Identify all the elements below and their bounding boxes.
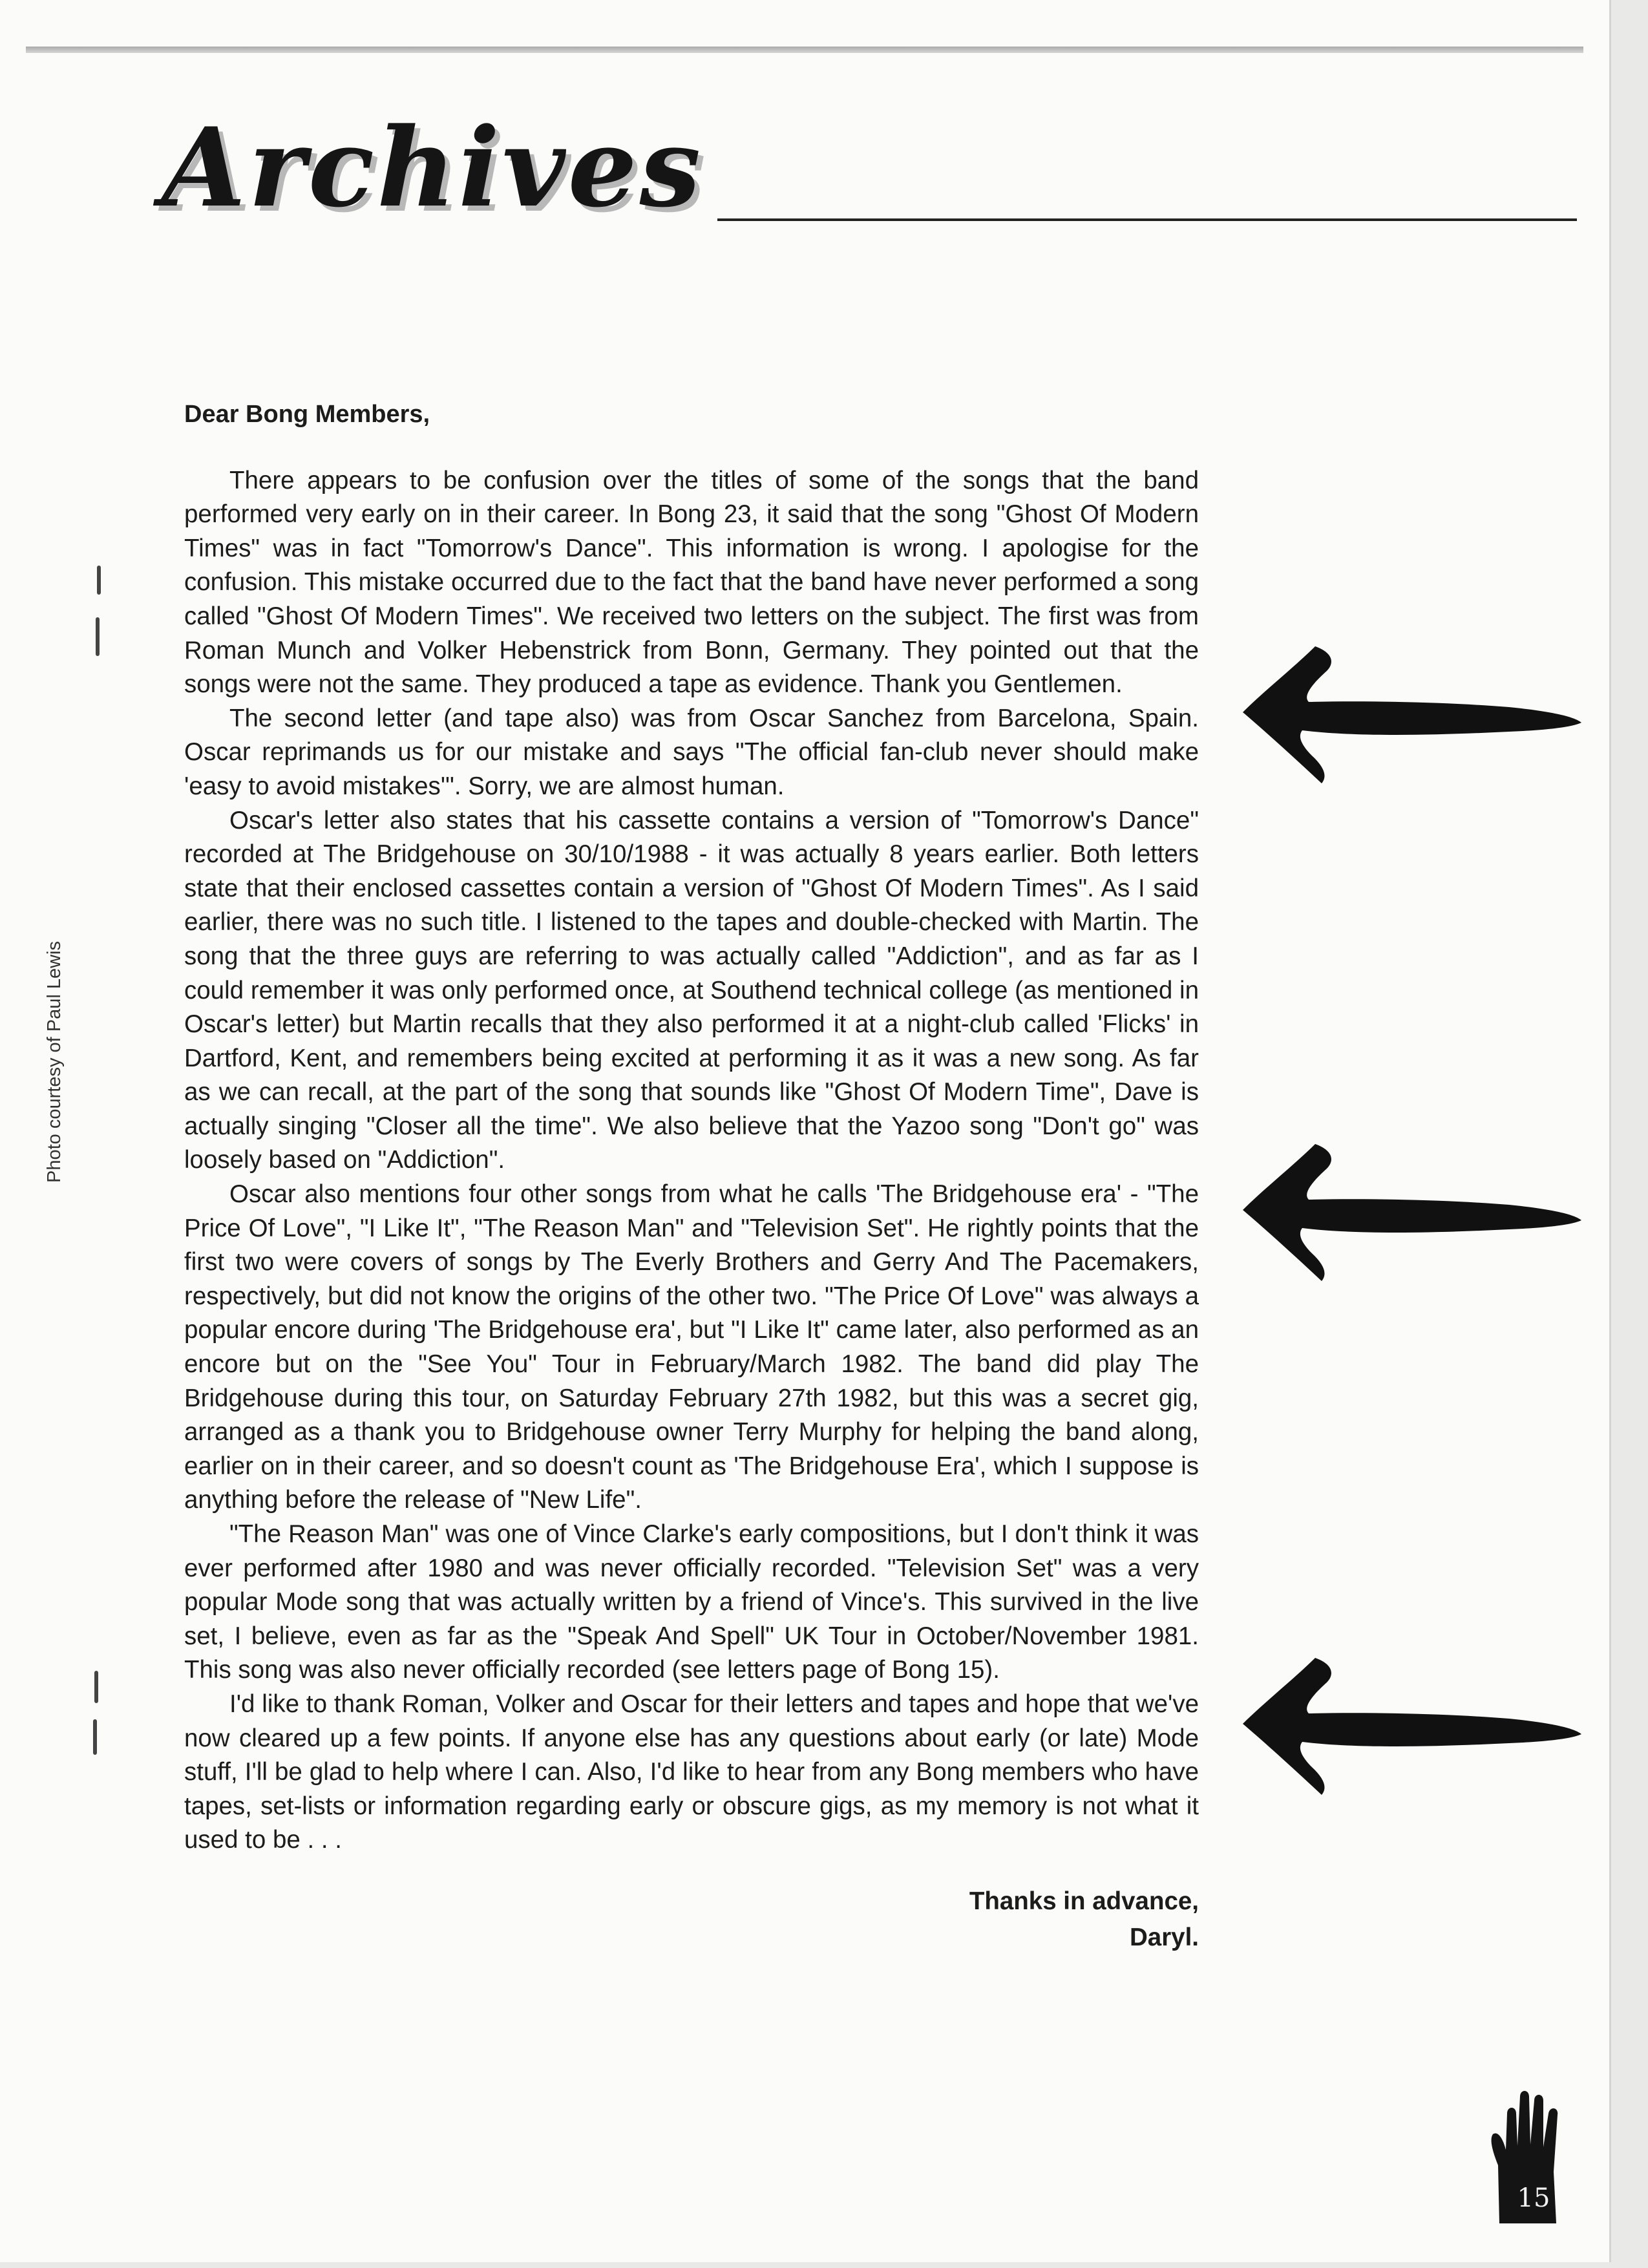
page-number: 15 bbox=[1517, 2183, 1550, 2213]
letter-paragraph: Oscar also mentions four other songs from what he calls 'The Bridgehouse era' - "The Price Of Love", "I Like It", "The Reason Man" and "Television Set". He rightly points that the first two were covers of songs by The Everly Brothers and Gerry And The Pacemakers, respectively, but did not know the origins of the other two. "The Price Of Love" was always a popular encore during 'The Bridgehouse era', but "I Like It" came later, also performed as an encore but on the "See You" Tour in February/March 1982. The band did play The Bridgehouse during this tour, on Saturday February 27th 1982, but this was a secret gig, arranged as a thank you to Bridgehouse owner Terry Murphy for helping the band along, earlier on in their career, and so doesn't count as 'The Bridgehouse Era', which I suppose is anything before the release of "New Life". bbox=[184, 1180, 1199, 1514]
signature: Daryl. bbox=[1129, 1923, 1199, 1951]
binding-mark bbox=[96, 617, 100, 656]
salutation: Dear Bong Members, bbox=[184, 401, 430, 428]
letter-paragraph: Oscar's letter also states that his cassette contains a version of "Tomorrow's Dance" recorded at The Bridgehouse on 30/10/1988 - it was actually 8 years earlier. Both letters state that their enclosed cassettes contain a version of "Ghost Of Modern Times". As I said earlier, there was no such title. I listened to the tapes and double-checked with Martin. The song that the three guys are referring to was actually called "Addiction", and as far as I could remember it was only performed once, at Southend technical college (as mentioned in Oscar's letter) but Martin recalls that they also performed it at a night-club called 'Flicks' in Dartford, Kent, and remembers being excited at performing it as it was a new song. As far as we can recall, at the part of the song that sounds like "Ghost Of Modern Time", Dave is actually singing "Closer all the time". We also believe that the Yazoo song "Don't go" was loosely based on "Addiction". bbox=[184, 806, 1199, 1174]
left-arrow-brush-icon bbox=[1238, 1138, 1587, 1286]
sign-off bbox=[184, 1883, 1199, 1956]
letter-body bbox=[184, 397, 1199, 1956]
binding-mark bbox=[94, 1671, 98, 1703]
closing-line: Thanks in advance, bbox=[969, 1887, 1199, 1915]
binding-mark bbox=[97, 566, 101, 595]
left-arrow-brush-icon bbox=[1238, 1651, 1587, 1800]
section-title: Archives bbox=[162, 103, 704, 231]
left-arrow-brush-icon bbox=[1238, 640, 1587, 789]
title-rule bbox=[717, 218, 1577, 221]
letter-paragraph: The second letter (and tape also) was from Oscar Sanchez from Barcelona, Spain. Oscar reprimands us for our mistake and says "The official fan-club never should make 'easy to avoid mistakes'". Sorry, we are almost human. bbox=[184, 704, 1199, 800]
binding-mark bbox=[93, 1719, 97, 1755]
letter-paragraph: There appears to be confusion over the titles of some of the songs that the band performed very early on in their career. In Bong 23, it said that the song "Ghost Of Modern Times" was in fact "Tomorrow's Dance". This information is wrong. I apologise for the confusion. This mistake occurred due to the fact that the band have never performed a song called "Ghost Of Modern Times". We received two letters on the subject. The first was from Roman Munch and Volker Hebenstrick from Bonn, Germany. They pointed out that the songs were not the same. They produced a tape as evidence. Thank you Gentlemen. bbox=[184, 466, 1199, 699]
photo-credit: Photo courtesy of Paul Lewis bbox=[44, 941, 65, 1183]
letter-paragraph: "The Reason Man" was one of Vince Clarke's early compositions, but I don't think it was ever performed after 1980 and was never officially recorded. "Television Set" was a very popular Mode song that was actually written by a friend of Vince's. This survived in the live set, I believe, even as far as the "Speak And Spell" UK Tour in October/November 1981. This song was also never officially recorded (see letters page of Bong 15). bbox=[184, 1520, 1199, 1684]
top-rule bbox=[26, 47, 1583, 53]
letter-paragraph: I'd like to thank Roman, Volker and Oscar for their letters and tapes and hope that we've now cleared up a few points. If anyone else has any questions about early (or late) Mode stuff, I'll be glad to help where I can. Also, I'd like to hear from any Bong members who have tapes, set-lists or information regarding early or obscure gigs, as my memory is not what it used to be . . . bbox=[184, 1690, 1199, 1854]
